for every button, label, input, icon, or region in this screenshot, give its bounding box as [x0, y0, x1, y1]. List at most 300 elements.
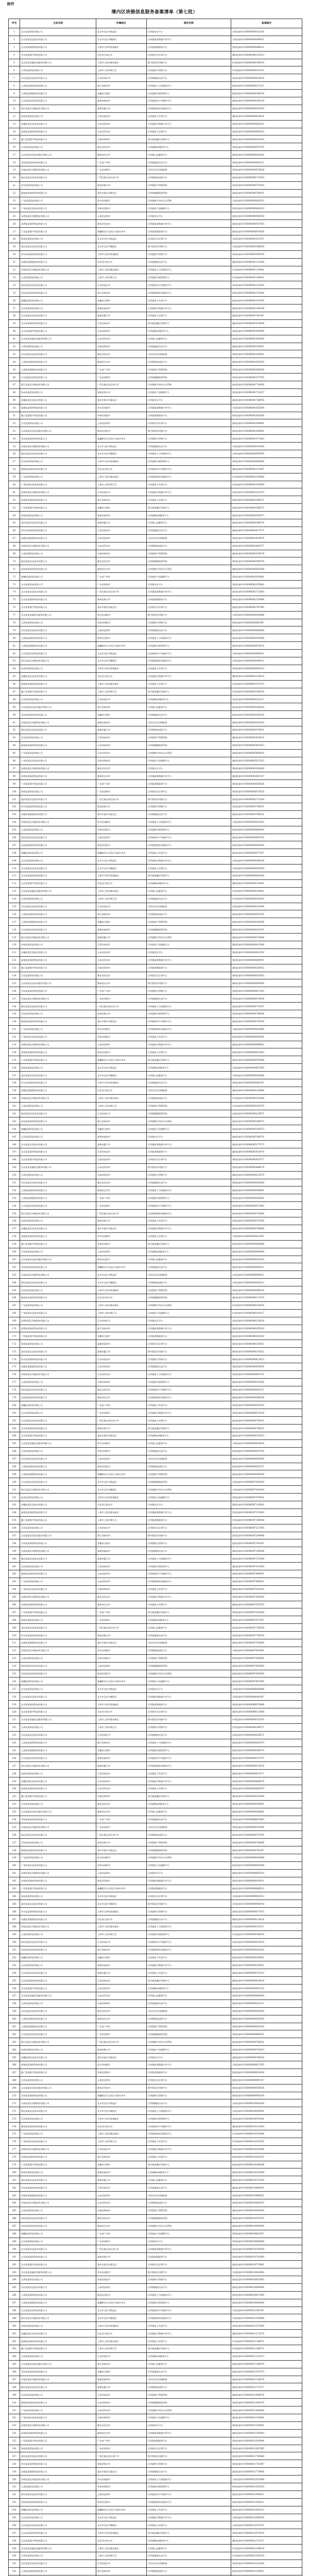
table-row [9, 2330, 302, 2337]
row-org: 重庆某某信息技术有限公司 [20, 2452, 96, 2460]
row-service: 区块链资产管理系统 [147, 1654, 231, 1662]
table-row [9, 1946, 302, 1954]
row-region: 新疆维吾尔自治区乌鲁木齐市 [96, 228, 147, 235]
row-code: 湘网信备11010000006598028 [231, 1394, 302, 1401]
table-row [9, 1271, 302, 1279]
row-number: 32 [9, 266, 20, 274]
row-org: 广西某某数字科技有限公司 [20, 780, 96, 788]
table-row [9, 1723, 302, 1731]
table-row [9, 611, 302, 619]
row-number: 216 [9, 1677, 20, 1685]
row-number: 109 [9, 857, 20, 865]
table-row [9, 2023, 302, 2030]
row-code: 冀网信备11010000008115069 [231, 1708, 302, 1716]
row-number: 164 [9, 1279, 20, 1286]
row-code: 闽网信备11010000010372050 [231, 2176, 302, 2184]
row-code: 鄂网信备11010000003564026 [231, 765, 302, 772]
row-org: 河南某某区块链科技有限公司 [20, 2376, 96, 2383]
row-org: 杭州某某科技有限公司 [20, 112, 96, 120]
table-row [9, 2506, 302, 2514]
row-service: 区块链电子发票平台 [147, 1401, 231, 1409]
row-org: 安徽某某信息技术有限公司 [20, 2054, 96, 2061]
row-org: 安徽某某信息技术有限公司 [20, 396, 96, 404]
row-number: 308 [9, 2383, 20, 2391]
row-region: 山东省青岛市 [96, 2199, 147, 2207]
row-service: 区块链资产管理系统 [147, 734, 231, 741]
table-row [9, 573, 302, 581]
row-org: 北京某某数字科技有限公司 [20, 51, 96, 59]
row-number: 318 [9, 2460, 20, 2468]
row-region: 安徽省合肥市 [96, 918, 147, 926]
row-org: 江西某某科技有限公司 [20, 2352, 96, 2360]
row-region: 云南省昆明市 [96, 2283, 147, 2291]
row-code: 沪网信备11010000001159041 [231, 266, 302, 274]
row-org: 福建某某网络科技有限公司 [20, 404, 96, 412]
row-service: 区块链知识产权保护平台 [147, 2123, 231, 2130]
row-org: 福建某某网络科技有限公司 [20, 1232, 96, 1240]
table-row [9, 1885, 302, 1892]
row-region: 海南省海口市 [96, 2253, 147, 2261]
row-number: 224 [9, 1739, 20, 1747]
table-row [9, 795, 302, 803]
row-number: 272 [9, 2107, 20, 2115]
row-service: 供应链金融区块链平台 [147, 319, 231, 327]
row-region: 新疆维吾尔自治区乌鲁木齐市 [96, 435, 147, 443]
table-row [9, 1394, 302, 1401]
row-region: 广东省广州市 [96, 2023, 147, 2030]
table-row [9, 1478, 302, 1486]
row-code: 鲁网信备11010000003490024 [231, 749, 302, 757]
col-header-service: 服务名称 [147, 19, 231, 28]
row-org: 青岛某某网络科技有限公司 [20, 2092, 96, 2099]
row-region: 山东省济南市 [96, 2399, 147, 2406]
table-row [9, 1355, 302, 1363]
row-region: 海南省海口市 [96, 1010, 147, 1018]
row-number: 232 [9, 1800, 20, 1808]
row-org: 福建某某网络科技有限公司 [20, 1785, 96, 1792]
row-region: 河北省石家庄市 [96, 1708, 147, 1716]
row-region: 安徽省合肥市 [96, 90, 147, 97]
row-code: 桂网信备11010000005710084 [231, 1210, 302, 1217]
row-code: 鲁网信备11010000005451077 [231, 1156, 302, 1163]
row-number: 283 [9, 2192, 20, 2199]
row-code: 沪网信备11010000011186072 [231, 2345, 302, 2352]
row-region: 山东省济南市 [96, 120, 147, 128]
row-org: 上海某某网络科技有限公司 [20, 634, 96, 642]
row-service: 区块链知识产权保护平台 [147, 2490, 231, 2498]
row-org: 河南某某区块链科技有限公司 [20, 443, 96, 450]
row-service: 区块链票据服务平台 [147, 1885, 231, 1892]
row-number: 1 [9, 28, 20, 36]
row-org: 广西某某数字科技有限公司 [20, 228, 96, 235]
row-region: 山东省青岛市 [96, 956, 147, 964]
row-number: 181 [9, 1409, 20, 1417]
table-row [9, 243, 302, 250]
row-service: 区块链BaaS服务平台 [147, 1064, 231, 1072]
row-number: 305 [9, 2360, 20, 2368]
row-code: 京网信备11010000012037015 [231, 2521, 302, 2529]
row-org: 陕西某某信息技术有限公司 [20, 557, 96, 565]
row-service: 司法存证区块链服务 [147, 2192, 231, 2199]
table-row [9, 1539, 302, 1547]
row-org: 深圳某某区块链科技有限公司 [20, 1041, 96, 1048]
row-region: 福建省厦门市 [96, 1555, 147, 1563]
row-code: 沪网信备11010000012148018 [231, 2545, 302, 2552]
row-code: 粤网信备11010000011630084 [231, 2437, 302, 2445]
row-service: 区块链政务数据共享平台 [147, 956, 231, 964]
table-row [9, 1762, 302, 1770]
row-org: 广州某某信息技术有限公司 [20, 2414, 96, 2421]
row-code: 桂网信备11010000010705059 [231, 2245, 302, 2253]
row-service: 区块链医疗数据共享平台 [147, 2145, 231, 2153]
row-region: 浙江省杭州市 [96, 1117, 147, 1125]
row-service: 区块链电子合同服务平台 [147, 1003, 231, 1010]
row-number: 319 [9, 2468, 20, 2476]
row-region: 新疆维吾尔自治区乌鲁木齐市 [96, 849, 147, 857]
row-region: 四川省成都市 [96, 197, 147, 205]
row-number: 274 [9, 2123, 20, 2130]
row-org: 北京某某信息技术有限公司 [20, 1417, 96, 1425]
row-service: 区块链物流追踪平台 [147, 726, 231, 734]
row-region: 北京市北京市海淀区 [96, 2514, 147, 2521]
table-row [9, 1248, 302, 1256]
row-number: 183 [9, 1425, 20, 1432]
row-service: 区块链存证平台 [147, 1317, 231, 1325]
row-code: 浙网信备11010000010261047 [231, 2153, 302, 2161]
row-service: 区块链可信计算平台 [147, 235, 231, 243]
row-org: 江西某某科技有限公司 [20, 2076, 96, 2084]
row-org: 福建某某网络科技有限公司 [20, 128, 96, 135]
row-org: 西安某某网络科技有限公司 [20, 1670, 96, 1677]
row-code: 京网信备11010000007042040 [231, 1486, 302, 1494]
row-org: 云南某某科技有限公司 [20, 550, 96, 557]
row-number: 291 [9, 2253, 20, 2261]
row-service: 区块链可信计算平台 [147, 419, 231, 427]
row-service: 区块链可信计算平台 [147, 2445, 231, 2452]
row-service: 区块链政务数据共享平台 [147, 772, 231, 780]
row-service: 区块链溯源服务系统 [147, 741, 231, 749]
row-code: 粤网信备11010000004674056 [231, 995, 302, 1003]
row-region: 陕西省西安市 [96, 220, 147, 228]
row-code: 闽网信备11010000001381047 [231, 312, 302, 319]
row-org: 成都某某数据科技有限公司 [20, 2468, 96, 2476]
row-number: 214 [9, 1662, 20, 1670]
row-code: 苏网信备11010000006228018 [231, 1317, 302, 1325]
row-org: 重庆某某信息技术有限公司 [20, 519, 96, 527]
row-number: 176 [9, 1370, 20, 1378]
row-code: 滇网信备11010000005895089 [231, 1248, 302, 1256]
row-number: 113 [9, 887, 20, 895]
row-number: 191 [9, 1486, 20, 1494]
row-code: 京网信备11010000006006012 [231, 1271, 302, 1279]
table-row [9, 1892, 302, 1900]
table-row [9, 450, 302, 457]
row-org: 杭州某某科技有限公司 [20, 388, 96, 396]
table-row [9, 2276, 302, 2283]
row-number: 242 [9, 1877, 20, 1885]
row-region: 广西壮族自治区南宁市 [96, 2245, 147, 2253]
row-code: 赣网信备11010000011408078 [231, 2391, 302, 2399]
row-org: 湖南某某网络科技有限公司 [20, 2399, 96, 2406]
row-number: 247 [9, 1916, 20, 1923]
row-code: 鲁网信备11010000004489051 [231, 956, 302, 964]
row-number: 100 [9, 788, 20, 795]
table-row [9, 964, 302, 972]
table-row [9, 1516, 302, 1524]
row-region: 新疆维吾尔自治区乌鲁木齐市 [96, 2506, 147, 2514]
row-code: 豫网信备11010000005525079 [231, 1171, 302, 1179]
row-org: 武汉某某科技有限公司 [20, 1563, 96, 1570]
row-code: 鄂网信备11010000006561027 [231, 1386, 302, 1394]
row-code: 闽网信备11010000003379021 [231, 726, 302, 734]
row-org: 浙江某某区块链技术有限公司 [20, 1762, 96, 1770]
row-number: 203 [9, 1578, 20, 1585]
table-row [9, 1670, 302, 1677]
row-org: 北京某某科技有限公司 [20, 581, 96, 588]
table-row [9, 711, 302, 719]
row-region: 福建省厦门市 [96, 726, 147, 734]
row-service: 区块链农产品溯源平台 [147, 2414, 231, 2421]
table-row [9, 2161, 302, 2168]
row-number: 15 [9, 135, 20, 143]
table-row [9, 1286, 302, 1294]
row-service: 区块链知识产权保护平台 [147, 1202, 231, 1210]
row-service: 区块链跨境贸易服务平台 [147, 105, 231, 112]
row-service: 区块链资产管理系统 [147, 1102, 231, 1110]
table-row [9, 1861, 302, 1869]
row-org: 新疆某某科技有限公司 [20, 297, 96, 304]
row-region: 河南省郑州市 [96, 1585, 147, 1593]
row-service: 区块链数据交易平台 [147, 2468, 231, 2476]
row-service: 区块链公益慈善平台 [147, 335, 231, 343]
row-org: 厦门某某数字科技有限公司 [20, 1516, 96, 1524]
row-region: 海南省海口市 [96, 596, 147, 603]
row-org: 海南某某科技有限公司 [20, 2445, 96, 2452]
row-region: 江苏省南京市 [96, 2560, 147, 2567]
row-org: 武汉某某科技有限公司 [20, 2115, 96, 2123]
row-number: 58 [9, 465, 20, 473]
row-region: 湖北省武汉市 [96, 2421, 147, 2429]
row-org: 广东某某科技有限公司 [20, 2406, 96, 2414]
row-code: 闽网信备11010000002343073 [231, 512, 302, 519]
table-row [9, 1087, 302, 1094]
row-region: 江西省南昌市 [96, 527, 147, 534]
row-service: 区块链存证平台 [147, 212, 231, 220]
row-service: 区块链资产管理系统 [147, 2023, 231, 2030]
table-row [9, 2138, 302, 2145]
row-service: 区块链数据交易平台 [147, 810, 231, 818]
table-row [9, 1693, 302, 1701]
row-code: 皖网信备11010000005303073 [231, 1125, 302, 1133]
row-org: 江西某某科技有限公司 [20, 419, 96, 427]
table-row [9, 1417, 302, 1425]
row-number: 205 [9, 1593, 20, 1601]
row-region: 新疆维吾尔自治区乌鲁木齐市 [96, 2092, 147, 2099]
row-region: 上海市上海市浦东新区 [96, 1716, 147, 1723]
row-service: 区块链政务数据共享平台 [147, 220, 231, 228]
row-org: 北京某某金融信息服务有限公司 [20, 2268, 96, 2276]
table-row [9, 343, 302, 350]
table-row [9, 542, 302, 550]
row-code: 黔网信备11010000008855089 [231, 1861, 302, 1869]
row-region: 广东省深圳市 [96, 581, 147, 588]
row-code: 苏网信备11010000000234016 [231, 74, 302, 82]
row-number: 148 [9, 1156, 20, 1163]
table-row [9, 1785, 302, 1792]
row-region: 广东省深圳市 [96, 374, 147, 381]
row-number: 30 [9, 250, 20, 258]
row-number: 134 [9, 1048, 20, 1056]
table-row [9, 427, 302, 435]
row-org: 江苏某某信息科技有限公司 [20, 1202, 96, 1210]
row-service: 数字版权区块链平台 [147, 59, 231, 66]
row-service: 区块链跨境贸易服务平台 [147, 1210, 231, 1217]
row-org: 山东某某信息技术股份有限公司 [20, 979, 96, 987]
row-service: 区块链公益慈善平台 [147, 151, 231, 159]
row-number: 326 [9, 2521, 20, 2529]
table-row [9, 2460, 302, 2468]
table-row [9, 2307, 302, 2314]
row-code: 赣网信备11010000008411077 [231, 1770, 302, 1777]
row-region: 贵州省贵阳市 [96, 2483, 147, 2491]
row-region: 上海市上海市浦东新区 [96, 1923, 147, 1930]
row-org: 广东某某科技有限公司 [20, 1854, 96, 1861]
row-region: 云南省昆明市 [96, 1455, 147, 1463]
row-code: 川网信备11010000007819061 [231, 1647, 302, 1654]
row-region: 北京市北京市海淀区 [96, 857, 147, 865]
row-code: 津网信备11010000003083013 [231, 665, 302, 672]
row-org: 新疆某某科技有限公司 [20, 1401, 96, 1409]
row-number: 331 [9, 2560, 20, 2567]
row-code: 桂网信备11010000002713083 [231, 588, 302, 596]
row-service: 区块链电子证照平台 [147, 2337, 231, 2345]
row-region: 天津市天津市滨海新区 [96, 2529, 147, 2537]
row-number: 288 [9, 2230, 20, 2238]
row-number: 90 [9, 711, 20, 719]
row-number: 99 [9, 780, 20, 788]
row-region: 贵州省贵阳市 [96, 1654, 147, 1662]
row-service: 区块链存证平台 [147, 28, 231, 36]
row-region: 湖北省武汉市 [96, 1386, 147, 1394]
row-region: 天津市天津市滨海新区 [96, 1701, 147, 1708]
row-service: 区块链能源交易平台 [147, 711, 231, 719]
table-row [9, 910, 302, 918]
table-row [9, 2383, 302, 2391]
row-org: 广东某某科技有限公司 [20, 1025, 96, 1033]
table-row [9, 895, 302, 903]
row-code: 闽网信备11010000011371077 [231, 2383, 302, 2391]
row-code: 滇网信备11010000000900034 [231, 212, 302, 220]
row-code: 粤网信备11010000009669031 [231, 2030, 302, 2038]
row-number: 231 [9, 1792, 20, 1800]
table-row [9, 465, 302, 473]
table-row [9, 1547, 302, 1555]
row-code: 浙网信备11010000004267045 [231, 910, 302, 918]
table-row [9, 2498, 302, 2506]
row-code: 闽网信备11010000007375049 [231, 1555, 302, 1563]
row-service: 区块链农产品溯源平台 [147, 2230, 231, 2238]
table-row [9, 2414, 302, 2421]
row-code: 渝网信备11010000011778088 [231, 2468, 302, 2476]
row-code: 鲁网信备11010000010446052 [231, 2192, 302, 2199]
row-number: 110 [9, 865, 20, 872]
row-org: 河南某某区块链科技有限公司 [20, 2099, 96, 2107]
row-org: 西安某某网络科技有限公司 [20, 1946, 96, 1954]
row-service: 区块链跨境贸易服务平台 [147, 1578, 231, 1585]
row-region: 海南省海口市 [96, 1839, 147, 1846]
row-code: 渝网信备11010000007782060 [231, 1639, 302, 1647]
table-row [9, 2076, 302, 2084]
table-row [9, 258, 302, 266]
row-code: 新网信备11010000008966012 [231, 1885, 302, 1892]
row-number: 190 [9, 1478, 20, 1486]
row-number: 157 [9, 1225, 20, 1232]
row-code: 新网信备11010000002972010 [231, 642, 302, 650]
row-code: 鲁网信备11010000002491077 [231, 542, 302, 550]
row-code: 豫网信备11010000003527025 [231, 757, 302, 765]
row-service: 区块链BaaS服务平台 [147, 327, 231, 335]
row-code: 闽网信备11010000010335049 [231, 2168, 302, 2176]
row-code: 苏网信备11010000004230044 [231, 903, 302, 910]
row-region: 北京市北京市海淀区 [96, 443, 147, 450]
row-number: 225 [9, 1747, 20, 1754]
row-code: 沪网信备11010000003194016 [231, 688, 302, 696]
table-row [9, 319, 302, 327]
row-org: 北京某某网络科技有限公司 [20, 1701, 96, 1708]
row-org: 北京某某网络科技有限公司 [20, 1425, 96, 1432]
row-number: 210 [9, 1632, 20, 1639]
row-code: 渝网信备11010000006783033 [231, 1432, 302, 1439]
table-row [9, 788, 302, 795]
table-row [9, 2123, 302, 2130]
row-number: 27 [9, 228, 20, 235]
row-number: 80 [9, 634, 20, 642]
table-row [9, 2452, 302, 2460]
row-org: 陕西某某信息技术有限公司 [20, 1662, 96, 1670]
row-org: 上海某某网络科技有限公司 [20, 1739, 96, 1747]
row-org: 天津某某科技有限公司 [20, 2276, 96, 2283]
row-region: 江苏省南京市 [96, 903, 147, 910]
row-region: 天津市天津市滨海新区 [96, 250, 147, 258]
table-row [9, 2429, 302, 2437]
row-org: 山东某某信息技术股份有限公司 [20, 1808, 96, 1816]
row-region: 福建省厦门市 [96, 2383, 147, 2391]
row-org: 山东某某信息技术股份有限公司 [20, 1256, 96, 1263]
row-service: 区块链跨境贸易服务平台 [147, 1946, 231, 1954]
row-service: 区块链数字身份认证系统 [147, 2038, 231, 2046]
table-row [9, 1654, 302, 1662]
row-code: 粤网信备11010000007671057 [231, 1616, 302, 1624]
row-service: 区块链能源交易平台 [147, 1079, 231, 1087]
row-org: 武汉某某科技有限公司 [20, 1010, 96, 1018]
row-service: 区块链能源交易平台 [147, 1263, 231, 1271]
table-row [9, 1148, 302, 1156]
row-region: 上海市上海市徐汇区 [96, 895, 147, 903]
row-org: 成都某某数据科技有限公司 [20, 1916, 96, 1923]
table-row [9, 1854, 302, 1861]
row-org: 河南某某区块链科技有限公司 [20, 1271, 96, 1279]
row-org: 江西某某科技有限公司 [20, 1248, 96, 1256]
row-org: 浙江某某区块链技术有限公司 [20, 1486, 96, 1494]
row-code: 京网信备11010000009003013 [231, 1892, 302, 1900]
row-number: 213 [9, 1654, 20, 1662]
row-code: 赣网信备11010000006413023 [231, 1355, 302, 1363]
row-number: 156 [9, 1217, 20, 1225]
row-org: 厦门某某数字科技有限公司 [20, 1240, 96, 1248]
row-number: 112 [9, 879, 20, 887]
row-code: 陕网信备11010000001936062 [231, 427, 302, 435]
table-row [9, 2015, 302, 2023]
